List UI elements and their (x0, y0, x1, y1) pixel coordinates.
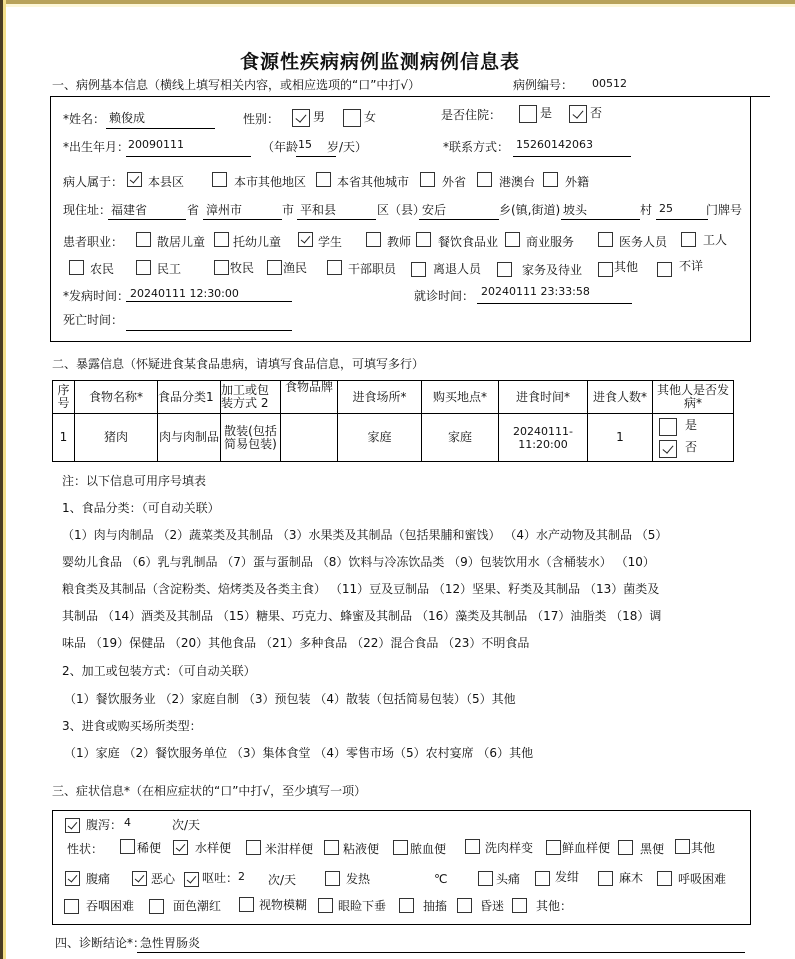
vomit-times[interactable]: 2 (238, 870, 245, 883)
birth-label: *出生年月： (63, 140, 130, 154)
occupation-migrant-label: 民工 (157, 262, 182, 276)
stool-watery-label: 水样便 (195, 841, 232, 855)
death-label: 死亡时间： (63, 313, 124, 327)
cell-category[interactable]: 肉与肉制品 (158, 414, 221, 462)
age-value[interactable]: 15 (298, 138, 312, 151)
form-title: 食源性疾病病例监测病例信息表 (239, 51, 520, 73)
town-underline (419, 219, 499, 220)
province-underline (108, 219, 186, 220)
gender-label: 性别： (243, 112, 280, 126)
occupation-migrant-checkbox[interactable] (136, 260, 151, 275)
occupation-unknown-label: 不详 (679, 259, 704, 273)
village-unit: 村 (640, 203, 653, 217)
occupation-student-label: 学生 (318, 235, 343, 249)
celsius-unit: ℃ (434, 872, 448, 886)
house-no-value[interactable]: 25 (659, 202, 673, 215)
town-unit: 乡(镇,街道) (499, 203, 561, 217)
occupation-worker-label: 工人 (703, 233, 728, 247)
occupation-scattered-children-checkbox[interactable] (136, 232, 151, 247)
dysphagia-checkbox[interactable] (64, 899, 79, 914)
cell-no: 1 (53, 414, 75, 462)
convulsion-label: 抽搐 (423, 899, 448, 913)
symptom-other-checkbox[interactable] (512, 898, 527, 913)
case-no-label: 病例编号： (513, 78, 574, 92)
belong-foreign-label: 外籍 (565, 175, 590, 189)
stool-mucus-label: 粘液便 (343, 842, 380, 856)
village-value[interactable]: 坡头 (563, 203, 588, 217)
category-heading: 1、食品分类：（可自动关联） (62, 501, 220, 515)
occupation-cadre-checkbox[interactable] (327, 260, 342, 275)
occupation-fisherman-label: 渔民 (283, 261, 308, 275)
occupation-teacher-checkbox[interactable] (366, 232, 381, 247)
occupation-retired-checkbox[interactable] (411, 262, 426, 277)
col-header-time: 进食时间* (499, 381, 588, 414)
stool-label: 性状： (67, 842, 104, 856)
occupation-farmer-label: 农民 (90, 262, 115, 276)
age-prefix: （年龄 (262, 140, 299, 154)
blurred-vision-checkbox[interactable] (239, 897, 254, 912)
gender-female-checkbox[interactable] (343, 109, 361, 127)
stool-loose-label: 稀便 (137, 841, 162, 855)
numbness-label: 麻木 (619, 871, 644, 885)
vomit-per-day: 次/天 (268, 873, 297, 887)
onset-value[interactable]: 20240111 12:30:00 (130, 287, 239, 300)
processing-heading: 2、加工或包装方式：（可自动关联） (62, 664, 256, 678)
stool-rice-water-checkbox[interactable] (246, 840, 261, 855)
address-label: 现住址： (63, 203, 112, 217)
fever-checkbox[interactable] (325, 871, 340, 886)
stool-mucus-checkbox[interactable] (324, 840, 339, 855)
cell-place[interactable]: 家庭 (338, 414, 422, 462)
gender-female-label: 女 (364, 110, 377, 124)
belong-other-province-label: 外省 (442, 175, 467, 189)
cell-time[interactable]: 20240111-11:20:00 (499, 414, 588, 462)
occupation-medical-checkbox[interactable] (598, 232, 613, 247)
belong-hmt-checkbox[interactable] (477, 172, 492, 187)
col-header-category: 食品分类1 (158, 381, 221, 414)
col-header-people: 进食人数* (588, 381, 653, 414)
occupation-commerce-checkbox[interactable] (505, 232, 520, 247)
section1-heading: 一、病例基本信息（横线上填写相关内容，或相应选项的“口”中打√） (52, 78, 421, 92)
occupation-other-checkbox[interactable] (598, 262, 613, 277)
table-row (53, 414, 734, 462)
gender-male-label: 男 (313, 110, 326, 124)
occupation-label: 患者职业： (63, 235, 124, 249)
others-yes-checkbox[interactable] (659, 418, 677, 436)
category-line-5: 味品 （19）保健品 （20）其他食品 （21）多种食品 （22）混合食品 （23）不明食品 (62, 636, 530, 650)
col-header-no: 序号 (53, 381, 75, 414)
dyspnea-label: 呼吸困难 (678, 872, 727, 886)
flushing-label: 面色潮红 (173, 899, 222, 913)
section2-heading: 二、暴露信息（怀疑进食某食品患病，请填写食品信息，可填写多行） (52, 357, 425, 371)
birth-underline (126, 156, 251, 157)
belong-other-province-checkbox[interactable] (420, 172, 435, 187)
age-underline (296, 156, 336, 157)
occupation-scattered-children-label: 散居儿童 (157, 235, 206, 249)
name-underline (106, 128, 215, 129)
window-frame-top-inner (0, 4, 795, 7)
dyspnea-checkbox[interactable] (657, 871, 672, 886)
name-value[interactable]: 赖俊成 (109, 111, 146, 125)
cell-food[interactable]: 猪肉 (75, 414, 158, 462)
diarrhea-per-day: 次/天 (172, 818, 201, 832)
blurred-vision-label: 视物模糊 (259, 898, 308, 912)
occupation-catering-checkbox[interactable] (416, 232, 431, 247)
section4-heading: 四、诊断结论*： (55, 936, 146, 950)
cyanosis-label: 发绀 (555, 870, 580, 884)
flushing-checkbox[interactable] (149, 899, 164, 914)
headache-checkbox[interactable] (478, 871, 493, 886)
stool-watery-checkbox[interactable] (173, 840, 188, 855)
occupation-housework-label: 家务及待业 (522, 263, 583, 277)
category-line-4: 其制品 （14）酒类及其制品 （15）糖果、巧克力、蜂蜜及其制品 （16）藻类及其制品 （17）油脂类 （18）调 (62, 609, 662, 623)
stool-pus-blood-label: 脓血便 (410, 842, 447, 856)
category-line-3: 粮食类及其制品（含淀粉类、焙烤类及各类主食） （11）豆及豆制品 （12）坚果、籽类及其制品 （13）菌类及 (62, 582, 660, 596)
occupation-worker-checkbox[interactable] (681, 232, 696, 247)
occupation-catering-label: 餐饮食品业 (438, 235, 499, 249)
diagnosis-underline (137, 952, 745, 953)
occupation-student-checkbox[interactable] (298, 232, 313, 247)
city-unit: 市 (282, 203, 295, 217)
stool-meat-wash-checkbox[interactable] (465, 839, 480, 854)
hospitalized-label: 是否住院： (441, 108, 502, 122)
onset-underline (126, 301, 292, 302)
death-underline (126, 330, 292, 331)
belong-hmt-label: 港澳台 (499, 175, 536, 189)
occupation-unknown-checkbox[interactable] (657, 262, 672, 277)
convulsion-checkbox[interactable] (399, 898, 414, 913)
belong-county-label: 本县区 (148, 175, 185, 189)
processing-line: （1）餐饮服务业 （2）家庭自制 （3）预包装 （4）散装（包括简易包装）（5）其他 (64, 692, 516, 706)
stool-rice-water-label: 米泔样便 (265, 842, 314, 856)
others-no-label: 否 (685, 440, 698, 454)
ptosis-checkbox[interactable] (318, 898, 333, 913)
occupation-other-label: 其他 (614, 260, 639, 274)
belong-city-other-checkbox[interactable] (212, 172, 227, 187)
vomit-label: 呕吐： (202, 871, 239, 885)
window-frame-left-inner (3, 0, 6, 959)
abdominal-pain-checkbox[interactable] (65, 871, 80, 886)
visit-value[interactable]: 20240111 23:33:58 (481, 285, 590, 298)
province-value[interactable]: 福建省 (111, 203, 148, 217)
category-line-2: 婴幼儿食品 （6）乳与乳制品 （7）蛋与蛋制品 （8）饮料与冷冻饮品类 （9）包装饮用水（含桶装水） （10） (62, 555, 655, 569)
vomit-checkbox[interactable] (184, 872, 199, 887)
col-header-brand: 食物品牌 (281, 381, 338, 414)
contact-label: *联系方式： (443, 140, 510, 154)
name-label: *姓名： (63, 112, 106, 126)
diagnosis-value[interactable]: 急性胃肠炎 (140, 936, 201, 950)
diarrhea-checkbox[interactable] (65, 818, 80, 833)
occupation-fisherman-checkbox[interactable] (267, 260, 282, 275)
headache-label: 头痛 (496, 872, 521, 886)
col-header-purchase: 购买地点* (422, 381, 499, 414)
col-header-place: 进食场所* (338, 381, 422, 414)
occupation-kindergarten-checkbox[interactable] (214, 232, 229, 247)
occupation-commerce-label: 商业服务 (526, 235, 575, 249)
occupation-housework-checkbox[interactable] (497, 262, 512, 277)
city-underline (203, 219, 282, 220)
nausea-label: 恶心 (151, 872, 176, 886)
coma-label: 昏迷 (480, 899, 505, 913)
note-text: 注：以下信息可用序号填表 (62, 474, 207, 488)
visit-label: 就诊时间： (414, 289, 475, 303)
age-suffix: 岁/天） (327, 140, 368, 154)
county-value[interactable]: 平和县 (300, 203, 337, 217)
cell-people[interactable]: 1 (588, 414, 653, 462)
occupation-farmer-checkbox[interactable] (69, 260, 84, 275)
section3-heading: 三、症状信息*（在相应症状的“口”中打√，至少填写一项） (52, 784, 367, 798)
city-value[interactable]: 漳州市 (206, 203, 243, 217)
others-yes-label: 是 (685, 418, 698, 432)
hospitalized-yes-checkbox[interactable] (519, 105, 537, 123)
col-header-food: 食物名称* (75, 381, 158, 414)
place-line: （1）家庭 （2）餐饮服务单位 （3）集体食堂 （4）零售市场（5）农村宴席 （6）其他 (64, 746, 534, 760)
food-table (52, 380, 734, 462)
occupation-herdsman-checkbox[interactable] (214, 260, 229, 275)
belong-city-other-label: 本市其他地区 (234, 175, 307, 189)
gender-male-checkbox[interactable] (292, 109, 310, 127)
onset-label: *发病时间： (63, 289, 130, 303)
belong-foreign-checkbox[interactable] (543, 172, 558, 187)
county-underline (297, 219, 376, 220)
hospitalized-yes-label: 是 (540, 106, 553, 120)
stool-other-checkbox[interactable] (675, 839, 690, 854)
col-header-others: 其他人是否发病* (653, 381, 734, 414)
house-no-underline (656, 219, 708, 220)
province-unit: 省 (187, 203, 200, 217)
cell-others (653, 414, 734, 462)
diarrhea-times[interactable]: 4 (124, 816, 131, 829)
dysphagia-label: 吞咽困难 (86, 899, 135, 913)
house-no-unit: 门牌号 (706, 203, 743, 217)
birth-value[interactable]: 20090111 (128, 138, 184, 151)
belong-province-other-checkbox[interactable] (316, 172, 331, 187)
coma-checkbox[interactable] (457, 898, 472, 913)
case-no-value: 00512 (592, 77, 627, 90)
nausea-checkbox[interactable] (132, 871, 147, 886)
cell-processing[interactable]: 散装(包括简易包装) (221, 414, 281, 462)
abdominal-pain-label: 腹痛 (86, 872, 111, 886)
county-unit: 区（县） (377, 203, 426, 217)
numbness-checkbox[interactable] (598, 871, 613, 886)
place-heading: 3、进食或购买场所类型： (62, 719, 202, 733)
stool-loose-checkbox[interactable] (120, 839, 135, 854)
belong-province-other-label: 本省其他城市 (337, 175, 410, 189)
belong-county-checkbox[interactable] (127, 172, 142, 187)
stool-pus-blood-checkbox[interactable] (393, 840, 408, 855)
visit-underline (477, 303, 632, 304)
cell-brand[interactable] (281, 414, 338, 462)
stool-black-label: 黑便 (640, 842, 665, 856)
food-table-header (53, 381, 734, 414)
stool-fresh-blood-label: 鲜血样便 (562, 841, 611, 855)
cell-purchase[interactable]: 家庭 (422, 414, 499, 462)
fever-label: 发热 (346, 872, 371, 886)
contact-value[interactable]: 15260142063 (516, 138, 593, 151)
contact-underline (513, 156, 631, 157)
belong-label: 病人属于： (63, 175, 124, 189)
occupation-herdsman-label: 牧民 (230, 261, 255, 275)
category-line-1: （1）肉与肉制品 （2）蔬菜类及其制品 （3）水果类及其制品（包括果脯和蜜饯） （4）水产动物及其制品 （5） (62, 528, 668, 542)
others-no-checkbox[interactable] (659, 440, 677, 458)
occupation-kindergarten-label: 托幼儿童 (233, 235, 282, 249)
cyanosis-checkbox[interactable] (535, 871, 550, 886)
occupation-teacher-label: 教师 (387, 235, 412, 249)
occupation-retired-label: 离退人员 (433, 262, 482, 276)
symptom-other-label: 其他： (536, 899, 573, 913)
stool-meat-wash-label: 洗肉样变 (485, 841, 534, 855)
occupation-medical-label: 医务人员 (619, 235, 668, 249)
occupation-cadre-label: 干部职员 (348, 262, 397, 276)
diarrhea-label: 腹泻： (86, 818, 123, 832)
col-header-processing: 加工或包装方式 2 (221, 381, 281, 414)
town-value[interactable]: 安后 (422, 203, 447, 217)
village-underline (561, 219, 640, 220)
stool-other-label: 其他 (691, 841, 716, 855)
stool-fresh-blood-checkbox[interactable] (546, 840, 561, 855)
ptosis-label: 眼睑下垂 (338, 899, 387, 913)
hospitalized-no-checkbox[interactable] (569, 105, 587, 123)
stool-black-checkbox[interactable] (618, 840, 633, 855)
hospitalized-no-label: 否 (590, 106, 603, 120)
